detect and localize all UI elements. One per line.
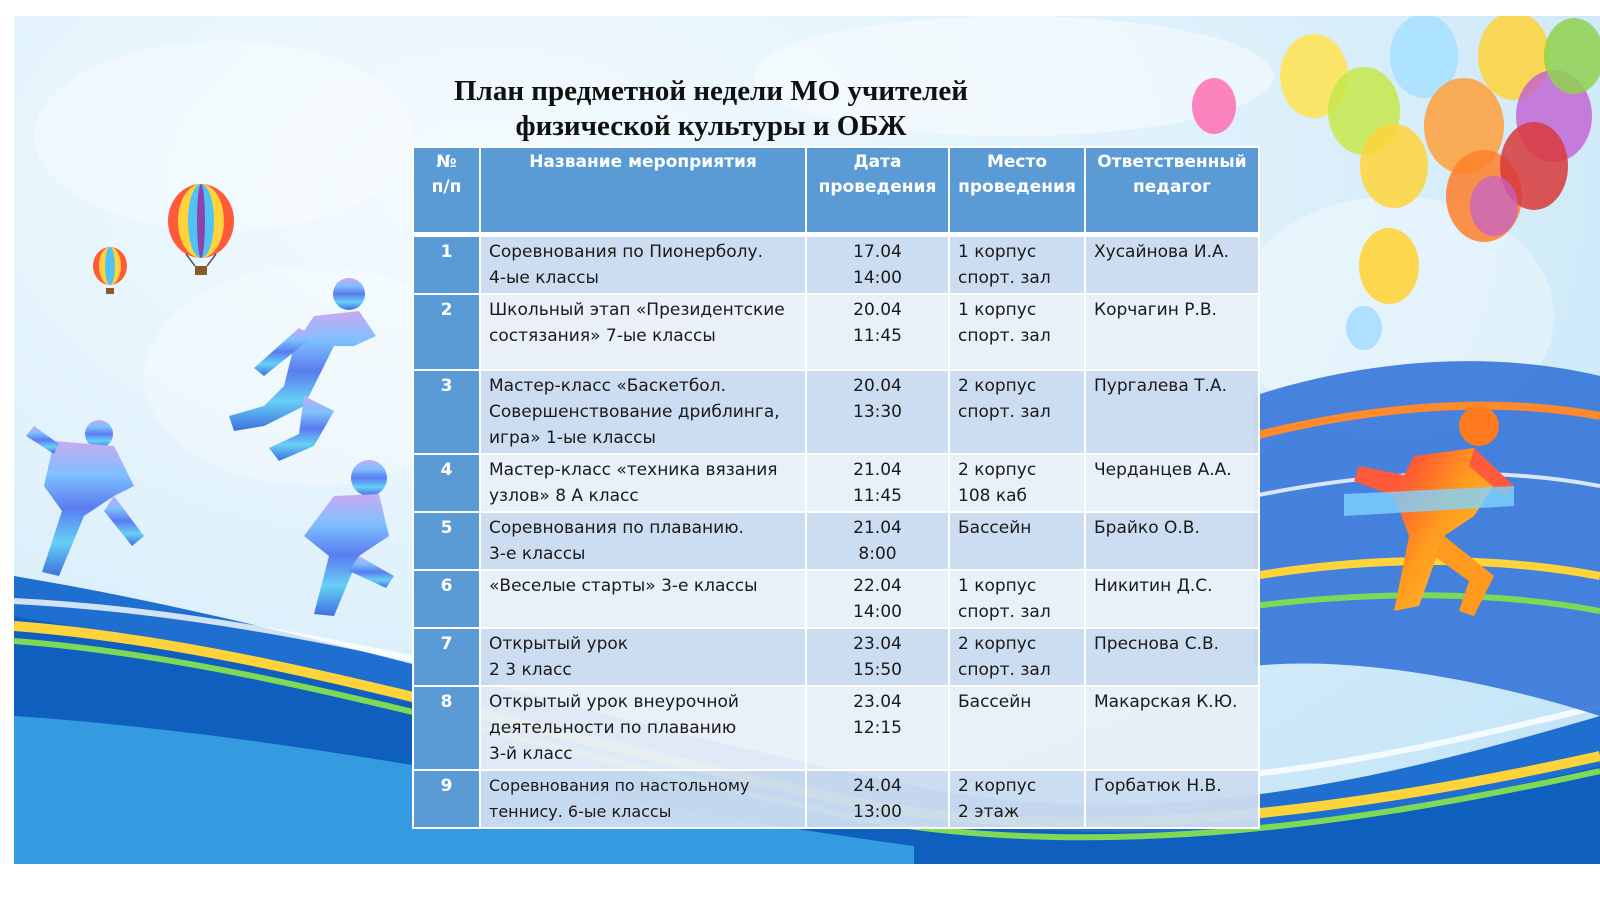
row-teacher: Макарская К.Ю.: [1085, 686, 1259, 770]
table-row: [413, 370, 1259, 454]
header-place: Место проведения: [949, 147, 1085, 235]
hot-air-balloon-large-icon: [168, 184, 234, 275]
row-date: 17.04 14:00: [806, 235, 949, 295]
row-name: Мастер-класс «Баскетбол. Совершенствование дриблинга, игра» 1-ые классы: [480, 370, 806, 454]
row-date: 20.04 11:45: [806, 294, 949, 370]
row-date: 20.04 13:30: [806, 370, 949, 454]
row-num: 1: [413, 235, 480, 295]
row-date: 22.04 14:00: [806, 570, 949, 628]
row-teacher: Преснова С.В.: [1085, 628, 1259, 686]
table-row: [413, 294, 1259, 370]
row-teacher: Горбатюк Н.В.: [1085, 770, 1259, 828]
table-row: [413, 686, 1259, 770]
row-teacher: Никитин Д.С.: [1085, 570, 1259, 628]
row-teacher: Черданцев А.А.: [1085, 454, 1259, 512]
row-teacher: Пургалева Т.А.: [1085, 370, 1259, 454]
row-date: 21.04 8:00: [806, 512, 949, 570]
header-num: № п/п: [413, 147, 480, 235]
title-line-1: План предметной недели МО учителей: [454, 75, 968, 107]
header-teacher: Ответственный педагог: [1085, 147, 1259, 235]
table-row: [413, 570, 1259, 628]
table-row: [413, 770, 1259, 828]
row-date: 23.04 12:15: [806, 686, 949, 770]
row-teacher: Брайко О.В.: [1085, 512, 1259, 570]
row-name: Школьный этап «Президентские состязания» 7-ые классы: [480, 294, 806, 370]
row-num: 2: [413, 294, 480, 370]
row-date: 24.04 13:00: [806, 770, 949, 828]
row-place: Бассейн: [949, 512, 1085, 570]
row-place: 1 корпус спорт. зал: [949, 570, 1085, 628]
row-num: 8: [413, 686, 480, 770]
row-place: 2 корпус спорт. зал: [949, 370, 1085, 454]
row-teacher: Корчагин Р.В.: [1085, 294, 1259, 370]
hot-air-balloon-small-icon: [93, 247, 127, 294]
row-name: Соревнования по плаванию. 3-е классы: [480, 512, 806, 570]
header-date: Дата проведения: [806, 147, 949, 235]
row-name: Соревнования по Пионерболу. 4-ые классы: [480, 235, 806, 295]
row-place: 2 корпус 2 этаж: [949, 770, 1085, 828]
row-place: 1 корпус спорт. зал: [949, 235, 1085, 295]
row-num: 9: [413, 770, 480, 828]
row-place: 1 корпус спорт. зал: [949, 294, 1085, 370]
row-date: 21.04 11:45: [806, 454, 949, 512]
row-num: 3: [413, 370, 480, 454]
row-name: «Веселые старты» 3-е классы: [480, 570, 806, 628]
slide: [14, 16, 1600, 864]
row-teacher: Хусайнова И.А.: [1085, 235, 1259, 295]
table-row: [413, 512, 1259, 570]
events-table: [412, 146, 1260, 829]
row-num: 6: [413, 570, 480, 628]
row-name: Открытый урок внеурочной деятельности по плаванию 3-й класс: [480, 686, 806, 770]
page-title: [14, 74, 1504, 144]
row-name: Соревнования по настольному теннису. 6-ые классы: [480, 770, 806, 828]
header-name: Название мероприятия: [480, 147, 806, 235]
row-place: 2 корпус 108 каб: [949, 454, 1085, 512]
row-name: Открытый урок 2 3 класс: [480, 628, 806, 686]
table-header-row: [413, 147, 1259, 235]
title-line-2: физической культуры и ОБЖ: [515, 110, 907, 142]
row-num: 7: [413, 628, 480, 686]
table-row: [413, 628, 1259, 686]
row-name: Мастер-класс «техника вязания узлов» 8 А класс: [480, 454, 806, 512]
table-row: [413, 235, 1259, 295]
table-row: [413, 454, 1259, 512]
row-place: 2 корпус спорт. зал: [949, 628, 1085, 686]
row-num: 4: [413, 454, 480, 512]
row-date: 23.04 15:50: [806, 628, 949, 686]
row-place: Бассейн: [949, 686, 1085, 770]
row-num: 5: [413, 512, 480, 570]
